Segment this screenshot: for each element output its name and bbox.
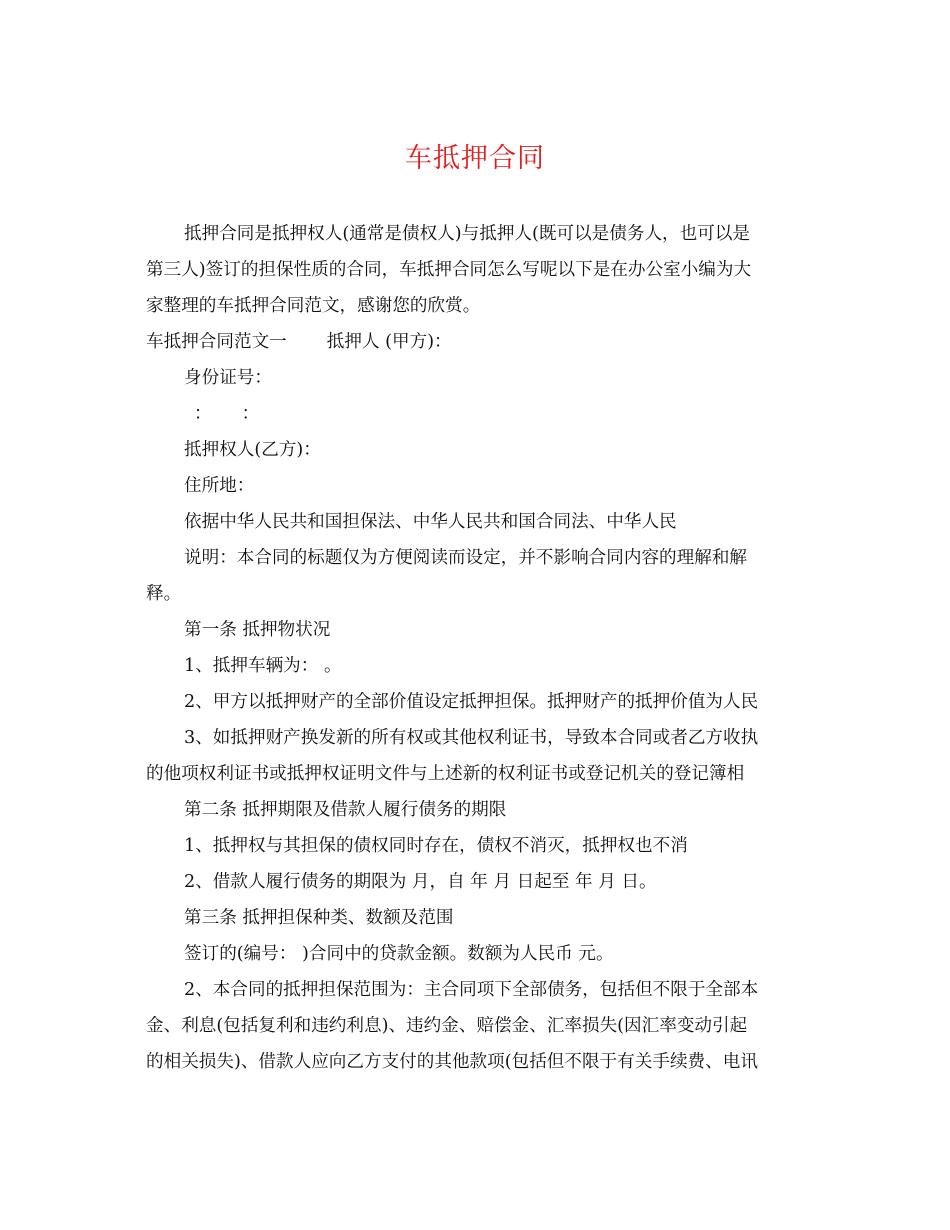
sample-heading: 车抵押合同范文一 (146, 332, 287, 352)
note-line-2: 释。 (146, 584, 182, 604)
basis-line: 依据中华人民共和国担保法、中华人民共和国合同法、中华人民 (184, 512, 677, 532)
intro-line-1: 抵押合同是抵押权人(通常是债权人)与抵押人(既可以是债务人，也可以是 (184, 224, 751, 244)
document-body (146, 216, 806, 1080)
article-3-heading: 第三条 抵押担保种类、数额及范围 (184, 908, 454, 928)
article-2-item-2: 2、借款人履行债务的期限为 月，自 年 月 日起至 年 月 日。 (184, 872, 657, 892)
colon-line (146, 396, 806, 432)
article-3-item-2-line-3: 的相关损失)、借款人应向乙方支付的其他款项(包括但不限于有关手续费、电讯 (146, 1052, 758, 1072)
article-3-item-2-line-1: 2、本合同的抵押担保范围为：主合同项下全部债务，包括但不限于全部本 (184, 980, 759, 1000)
mortgagee-line: 抵押权人(乙方)： (184, 440, 321, 460)
document-title: 车抵押合同 (405, 143, 545, 174)
article-1-item-2: 2、甲方以抵押财产的全部价值设定抵押担保。抵押财产的抵押价值为人民 (184, 692, 759, 712)
address-line: 住所地： (184, 476, 255, 496)
article-1-item-3-line-2: 的他项权利证书或抵押权证明文件与上述新的权利证书或登记机关的登记簿相 (146, 764, 745, 784)
article-3-item-2-line-2: 金、利息(包括复利和违约利息)、违约金、赔偿金、汇率损失(因汇率变动引起 (146, 1016, 748, 1036)
article-2-item-1: 1、抵押权与其担保的债权同时存在，债权不消灭，抵押权也不消 (184, 836, 688, 856)
sample-heading-line (146, 324, 806, 360)
article-1-item-3-line-1: 3、如抵押财产换发新的所有权或其他权利证书，导致本合同或者乙方收执 (184, 728, 759, 748)
colon-a: ： (194, 404, 212, 424)
article-1-heading: 第一条 抵押物状况 (184, 620, 331, 640)
article-3-signed: 签订的(编号： )合同中的贷款金额。数额为人民币 元。 (184, 944, 614, 964)
note-line-1: 说明：本合同的标题仅为方便阅读而设定，并不影响合同内容的理解和解 (184, 548, 748, 568)
intro-line-2: 第三人)签订的担保性质的合同，车抵押合同怎么写呢以下是在办公室小编为大 (146, 260, 752, 280)
id-number-line: 身份证号： (184, 368, 272, 388)
intro-line-3: 家整理的车抵押合同范文，感谢您的欣赏。 (146, 296, 481, 316)
colon-b: ： (241, 404, 260, 424)
article-1-item-1: 1、抵押车辆为： 。 (184, 656, 342, 676)
article-2-heading: 第二条 抵押期限及借款人履行债务的期限 (184, 800, 507, 820)
mortgagor-label: 抵押人 (甲方)： (326, 332, 452, 352)
